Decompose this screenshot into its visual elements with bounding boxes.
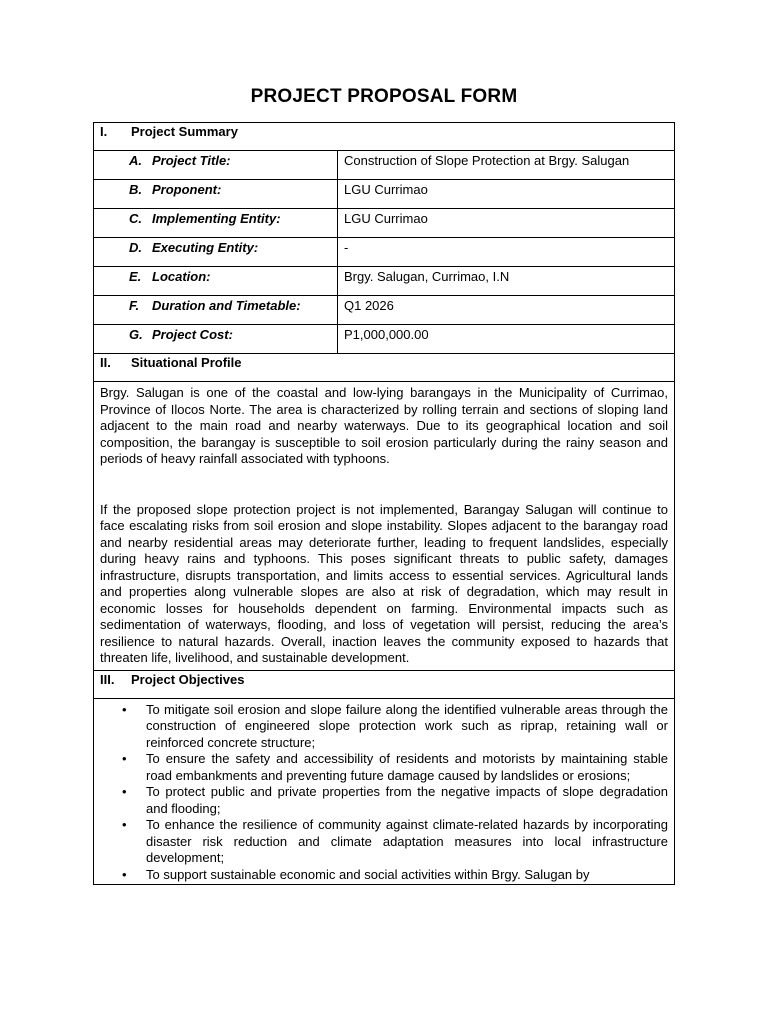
- objectives-body: [94, 698, 675, 885]
- form-title: PROJECT PROPOSAL FORM: [250, 86, 518, 107]
- row-letter: G.: [129, 327, 143, 342]
- summary-row-project-title: [94, 151, 675, 180]
- row-value: LGU Currimao: [338, 209, 675, 238]
- objective-item: [100, 702, 668, 752]
- row-letter: A.: [129, 153, 142, 168]
- row-value: Construction of Slope Protection at Brgy. Salugan: [338, 151, 675, 180]
- summary-row-project-cost: [94, 325, 675, 354]
- bullet-icon: •: [122, 817, 127, 832]
- objective-item: [100, 867, 668, 884]
- row-letter: B.: [129, 182, 142, 197]
- row-label: Proponent:: [152, 182, 222, 197]
- summary-row-location: [94, 267, 675, 296]
- objective-text: To protect public and private properties from the negative impacts of slope degradation and flooding;: [146, 784, 668, 816]
- objective-item: [100, 784, 668, 817]
- objective-item: [100, 817, 668, 867]
- objective-text: To support sustainable economic and social activities within Brgy. Salugan by: [146, 866, 590, 882]
- row-label: Location:: [152, 269, 211, 284]
- section-number: I.: [100, 124, 108, 139]
- row-value: Brgy. Salugan, Currimao, I.N: [338, 267, 675, 296]
- row-label: Executing Entity:: [152, 240, 259, 255]
- summary-row-duration: [94, 296, 675, 325]
- objectives-list: [100, 702, 668, 884]
- section-number: II.: [100, 355, 111, 370]
- section-heading: Project Objectives: [131, 671, 245, 687]
- section-header-situational: [94, 354, 675, 382]
- row-label: Implementing Entity:: [152, 211, 281, 226]
- profile-paragraph: Brgy. Salugan is one of the coastal and low-lying barangays in the Municipality of Currimao, Province of Ilocos Norte. The area is characterized by rolling terrain and sections of sloping land adjacent to the main road and nearby waterways. Due to its geographical location and soil composition, the barangay is susceptible to soil erosion particularly during the rainy season and periods of heavy rainfall associated with typhoons.: [100, 385, 668, 466]
- row-value: -: [338, 238, 675, 267]
- objective-text: To enhance the resilience of community against climate-related hazards by incorporating disaster risk reduction and climate adaptation measures into local infrastructure development;: [146, 817, 668, 865]
- summary-row-implementing-entity: [94, 209, 675, 238]
- objective-text: To mitigate soil erosion and slope failure along the identified vulnerable areas through the construction of engineered slope protection work such as riprap, retaining wall or reinforced concrete structure;: [146, 701, 668, 750]
- row-letter: E.: [129, 269, 142, 284]
- situational-profile-body: [94, 382, 675, 671]
- section-heading: Situational Profile: [131, 355, 242, 370]
- bullet-icon: •: [122, 866, 127, 882]
- row-label: Project Cost:: [152, 327, 233, 342]
- row-value: Q1 2026: [338, 296, 675, 325]
- section-header-objectives: [94, 670, 675, 698]
- row-label: Project Title:: [152, 153, 231, 168]
- section-heading: Project Summary: [131, 124, 238, 139]
- objective-item: [100, 751, 668, 784]
- profile-paragraph: If the proposed slope protection project is not implemented, Barangay Salugan will continue to face escalating risks from soil erosion and slope instability. Slopes adjacent to the barangay road and nearby residential areas may deteriorate further, leading to frequent landslides, especially during heavy rains and typhoons. This poses significant threats to public safety, damages infrastructure, disrupts transportation, and limits access to essential services. Agricultural lands and properties along vulnerable slopes are also at risk of degradation, which may result in economic losses for households dependent on farming. Environmental impacts such as sedimentation of waterways, flooding, and loss of vegetation will persist, reducing the area’s resilience to natural hazards. Overall, inaction leaves the community exposed to hazards that threaten life, livelihood, and sustainable development.: [100, 501, 668, 665]
- objective-text: To ensure the safety and accessibility of residents and motorists by maintaining stable road embankments and preventing future damage caused by landslides or erosions;: [146, 751, 668, 783]
- row-letter: F.: [129, 298, 140, 313]
- summary-row-executing-entity: [94, 238, 675, 267]
- bullet-icon: •: [122, 784, 127, 799]
- row-letter: C.: [129, 211, 142, 226]
- summary-row-proponent: [94, 180, 675, 209]
- section-header-summary: [94, 123, 675, 151]
- row-label: Duration and Timetable:: [152, 298, 301, 313]
- row-value: P1,000,000.00: [338, 325, 675, 354]
- section-number: III.: [100, 671, 115, 687]
- bullet-icon: •: [122, 701, 127, 717]
- row-letter: D.: [129, 240, 142, 255]
- proposal-table: [93, 122, 675, 885]
- bullet-icon: •: [122, 751, 127, 766]
- row-value: LGU Currimao: [338, 180, 675, 209]
